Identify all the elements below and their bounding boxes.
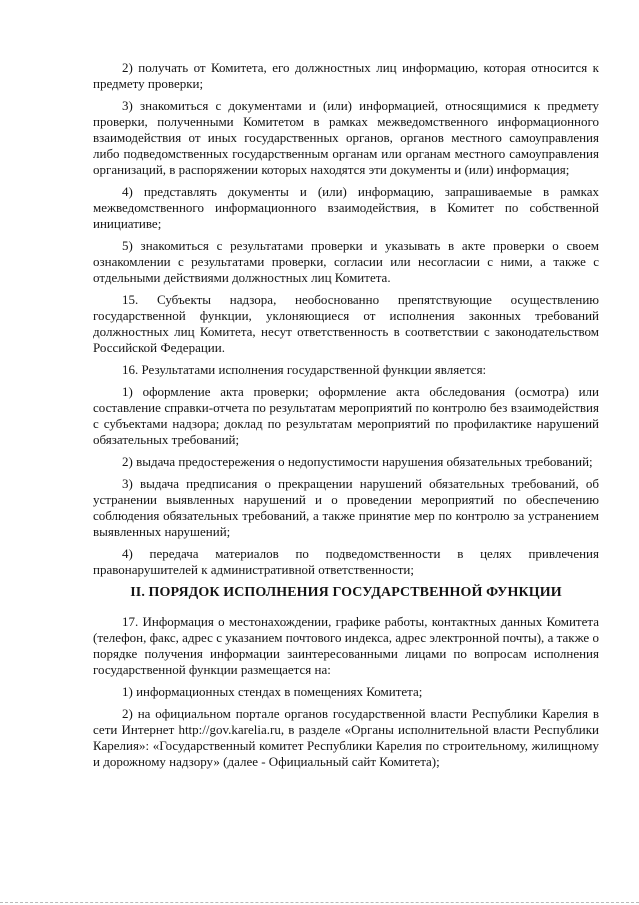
paragraph: 1) информационных стендах в помещениях Комитета; — [122, 684, 423, 699]
paragraph: 3) выдача предписания о прекращении нарушений обязательных требований, об устранении выявленных нарушений и о проведении мероприятий по обеспечению соблюдения обязательных требований, а также принятие мер по контролю за устранением выявленных нарушений; — [93, 476, 599, 539]
paragraph: 2) получать от Комитета, его должностных лиц информацию, которая относится к предмету проверки; — [93, 60, 599, 91]
paragraph: 4) представлять документы и (или) информацию, запрашиваемые в рамках межведомственного информационного взаимодействия, в Комитет по собственной инициативе; — [93, 184, 599, 231]
paragraph: 5) знакомиться с результатами проверки и указывать в акте проверки о своем ознакомлении с результатами проверки, согласии или несогласии с ними, а также с отдельными действиями должностных лиц Комитета. — [93, 238, 599, 285]
paragraph: 2) на официальном портале органов государственной власти Республики Карелия в сети Интернет http://gov.karelia.ru, в разделе «Органы исполнительной власти Республики Карелия»: «Государственный комитет Республики Карелия по строительному, жилищному и дорожному надзору» (далее - Официальный сайт Комитета); — [93, 706, 599, 769]
scan-edge-divider — [0, 902, 639, 903]
paragraph: 1) оформление акта проверки; оформление акта обследования (осмотра) или составление справки-отчета по результатам мероприятий по контролю без взаимодействия с субъектами надзора; доклад по результатам мероприятий по профилактике нарушений обязательных требований; — [93, 384, 599, 447]
paragraph: 2) выдача предостережения о недопустимости нарушения обязательных требований; — [122, 454, 593, 469]
paragraph: 17. Информация о местонахождении, графике работы, контактных данных Комитета (телефон, факс, адрес с указанием почтового индекса, адрес электронной почты), а также о порядке получения информации заинтересованными лицами по вопросам исполнения государственной функции размещается на: — [93, 614, 599, 677]
paragraph: 16. Результатами исполнения государственной функции является: — [122, 362, 487, 377]
paragraph: 15. Субъекты надзора, необоснованно препятствующие осуществлению государственной функции, уклоняющиеся от исполнения законных требований должностных лиц Комитета, несут ответственность в соответствии с законодательством Российской Федерации. — [93, 292, 599, 355]
paragraph: 3) знакомиться с документами и (или) информацией, относящимися к предмету проверки, полученными Комитетом в рамках межведомственного информационного взаимодействия от иных государственных органов, органов местного самоуправления либо подведомственных государственным органам или органам местного самоуправления организаций, в распоряжении которых находятся эти документы и (или) информация; — [93, 98, 599, 177]
document-body — [93, 60, 599, 776]
section-heading: II. ПОРЯДОК ИСПОЛНЕНИЯ ГОСУДАРСТВЕННОЙ ФУНКЦИИ — [130, 585, 562, 600]
paragraph: 4) передача материалов по подведомственности в целях привлечения правонарушителей к административной ответственности; — [93, 546, 599, 577]
